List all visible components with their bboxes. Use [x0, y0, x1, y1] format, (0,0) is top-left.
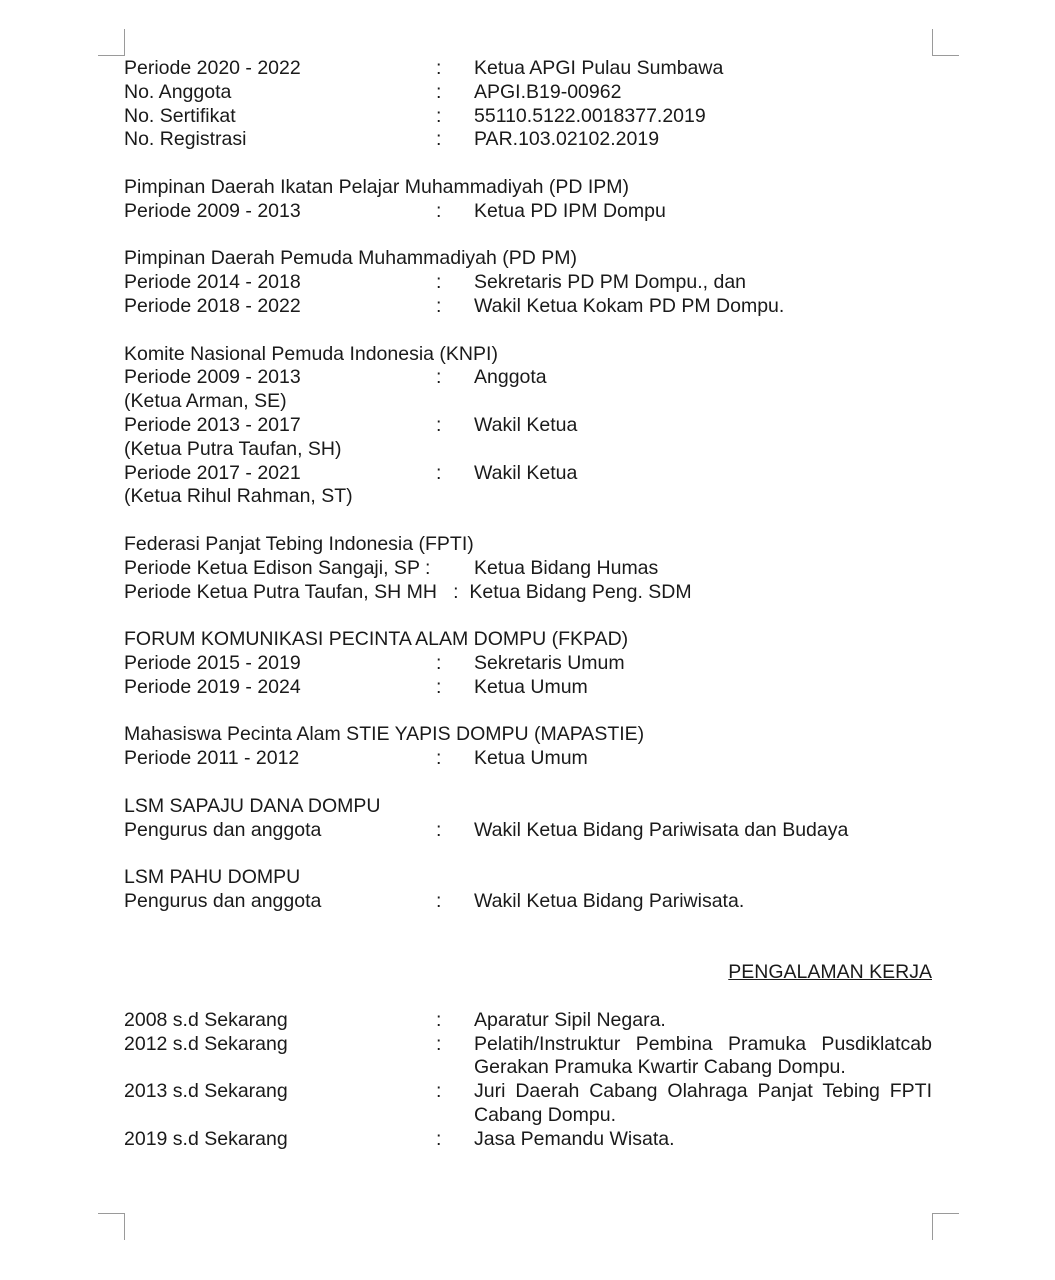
row-separator: :	[436, 747, 442, 770]
row-label: Periode 2009 - 2013	[124, 366, 301, 389]
section-heading-fkpad: FORUM KOMUNIKASI PECINTA ALAM DOMPU (FKPAD)	[124, 628, 629, 651]
row-separator: :	[436, 1127, 442, 1150]
sapaju-row	[124, 819, 932, 843]
section-heading-sapaju: LSM SAPAJU DANA DOMPU	[124, 794, 381, 817]
fpti-row: Periode Ketua Putra Taufan, SH MH : Ketua Bidang Peng. SDM	[124, 580, 692, 603]
row-separator: :	[436, 675, 442, 698]
row-separator: :	[436, 1080, 442, 1103]
ipm-row	[124, 200, 932, 224]
row-label: Periode 2015 - 2019	[124, 651, 301, 674]
row-value: Sekretaris PD PM Dompu., dan	[474, 271, 747, 294]
row-value: Pelatih/Instruktur Pembina Pramuka Pusdiklatcab Gerakan Pramuka Kwartir Cabang Dompu.	[474, 1032, 932, 1079]
row-separator: :	[436, 889, 442, 912]
row-value: Wakil Ketua	[474, 461, 578, 484]
fkpad-row	[124, 652, 932, 676]
row-label: 2008 s.d Sekarang	[124, 1008, 288, 1031]
row-label: No. Sertifikat	[124, 104, 236, 127]
apgi-row-period	[124, 57, 932, 81]
row-value: Ketua Umum	[474, 747, 588, 770]
row-value: Ketua APGI Pulau Sumbawa	[474, 57, 724, 79]
row-separator: :	[436, 199, 442, 222]
pm-row	[124, 295, 932, 319]
apgi-row-member-number	[124, 81, 932, 105]
row-value: Wakil Ketua Bidang Pariwisata.	[474, 889, 745, 912]
row-label: Periode 2014 - 2018	[124, 271, 301, 294]
apgi-row-registration	[124, 128, 932, 152]
row-label: Periode 2018 - 2022	[124, 294, 301, 317]
row-label: Pengurus dan anggota	[124, 818, 322, 841]
mapastie-row	[124, 747, 932, 771]
row-label: 2019 s.d Sekarang	[124, 1127, 288, 1150]
row-value: PAR.103.02102.2019	[474, 128, 660, 151]
section-heading-pm: Pimpinan Daerah Pemuda Muhammadiyah (PD PM)	[124, 247, 578, 270]
row-value: APGI.B19-00962	[474, 80, 622, 103]
page-corner-bottom-right	[932, 1213, 959, 1240]
work-row	[124, 1033, 932, 1081]
knpi-chair-note: (Ketua Arman, SE)	[124, 390, 287, 413]
pahu-row	[124, 890, 932, 914]
row-separator: :	[436, 1032, 442, 1055]
row-label: Periode 2009 - 2013	[124, 199, 301, 222]
row-value: Wakil Ketua Bidang Pariwisata dan Budaya	[474, 818, 849, 841]
row-separator: :	[436, 271, 442, 294]
pm-row	[124, 271, 932, 295]
knpi-chair-note: (Ketua Rihul Rahman, ST)	[124, 485, 353, 508]
document-body	[124, 57, 932, 1152]
row-label: No. Anggota	[124, 80, 232, 103]
apgi-row-certificate	[124, 105, 932, 129]
row-separator: :	[436, 80, 442, 103]
section-heading-knpi: Komite Nasional Pemuda Indonesia (KNPI)	[124, 342, 498, 365]
row-value: Ketua Bidang Humas	[474, 556, 659, 579]
knpi-chair-note: (Ketua Putra Taufan, SH)	[124, 437, 342, 460]
page-corner-bottom-left	[98, 1213, 125, 1240]
work-row	[124, 1128, 932, 1152]
knpi-row	[124, 366, 932, 390]
row-separator: :	[436, 461, 442, 484]
row-value: Jasa Pemandu Wisata.	[474, 1127, 675, 1150]
row-value: Ketua PD IPM Dompu	[474, 199, 666, 222]
row-label: Periode 2013 - 2017	[124, 413, 301, 436]
row-separator: :	[436, 294, 442, 317]
row-separator: :	[436, 1008, 442, 1031]
row-value: Ketua Umum	[474, 675, 588, 698]
section-heading-fpti: Federasi Panjat Tebing Indonesia (FPTI)	[124, 532, 474, 555]
row-label: 2013 s.d Sekarang	[124, 1080, 288, 1103]
section-heading-ipm: Pimpinan Daerah Ikatan Pelajar Muhammadiyah (PD IPM)	[124, 175, 630, 198]
row-separator: :	[436, 128, 442, 151]
row-label: Periode 2019 - 2024	[124, 675, 301, 698]
work-row	[124, 1080, 932, 1128]
knpi-row	[124, 462, 932, 486]
row-separator: :	[436, 651, 442, 674]
row-value: Wakil Ketua	[474, 413, 578, 436]
row-label: Periode Ketua Edison Sangaji, SP :	[124, 556, 431, 579]
row-separator: :	[436, 818, 442, 841]
fkpad-row	[124, 676, 932, 700]
row-separator: :	[436, 57, 442, 79]
row-label: Periode 2020 - 2022	[124, 57, 301, 79]
section-title-work-experience: PENGALAMAN KERJA	[728, 961, 932, 984]
row-separator: :	[436, 366, 442, 389]
row-label: Periode 2011 - 2012	[124, 747, 300, 770]
work-row	[124, 1009, 932, 1033]
row-label: No. Registrasi	[124, 128, 247, 151]
knpi-row	[124, 414, 932, 438]
row-value: Anggota	[474, 366, 547, 389]
row-value: Sekretaris Umum	[474, 651, 625, 674]
row-value: Juri Daerah Cabang Olahraga Panjat Tebing FPTI Cabang Dompu.	[474, 1080, 932, 1127]
section-heading-pahu: LSM PAHU DOMPU	[124, 866, 301, 889]
page-corner-top-right	[932, 29, 959, 56]
row-value: Aparatur Sipil Negara.	[474, 1008, 666, 1031]
fpti-row	[124, 557, 932, 581]
row-value: Wakil Ketua Kokam PD PM Dompu.	[474, 294, 785, 317]
row-separator: :	[436, 413, 442, 436]
page-corner-top-left	[98, 29, 125, 56]
row-label: 2012 s.d Sekarang	[124, 1032, 288, 1055]
row-separator: :	[436, 104, 442, 127]
section-heading-mapastie: Mahasiswa Pecinta Alam STIE YAPIS DOMPU (MAPASTIE)	[124, 723, 645, 746]
row-label: Pengurus dan anggota	[124, 889, 322, 912]
row-value: 55110.5122.0018377.2019	[474, 104, 706, 127]
row-label: Periode 2017 - 2021	[124, 461, 301, 484]
